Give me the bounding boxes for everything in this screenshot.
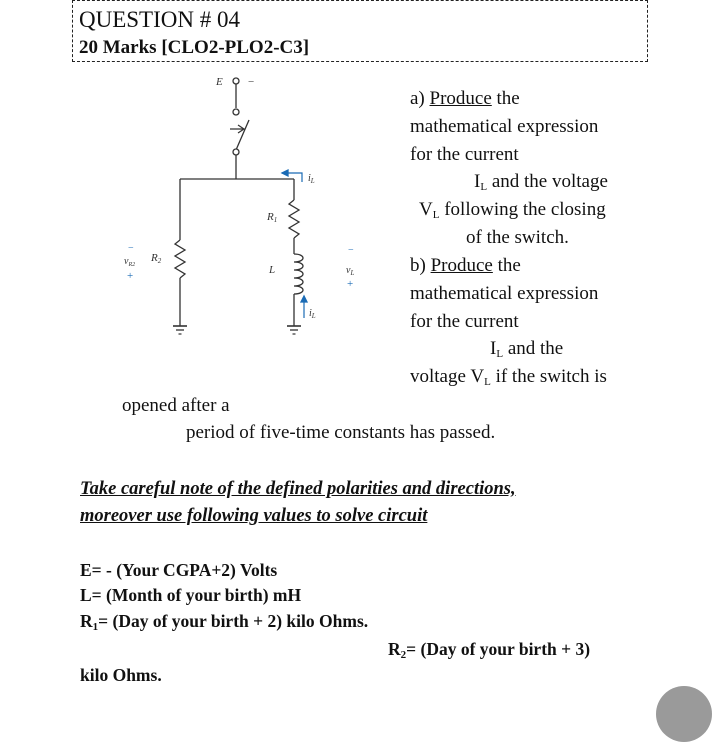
svg-text:−: −: [348, 245, 354, 256]
value-l: L= (Month of your birth) mH: [80, 585, 302, 605]
source-label: E: [216, 76, 223, 88]
part-b-line-5: voltage $V_L$ if the switch is: [410, 366, 607, 388]
part-b-line-2: mathematical expression: [410, 283, 599, 304]
svg-text:iL: $i_L$: [309, 308, 316, 320]
inductor: [294, 254, 303, 294]
question-title: QUESTION # 04: [79, 7, 240, 32]
svg-text:−: −: [128, 243, 134, 254]
question-header: [72, 0, 648, 62]
part-b-line-1: b) Produce the: [410, 255, 521, 276]
question-marks: 20 Marks [CLO2-PLO2-C3]: [79, 37, 310, 58]
source-minus: −: [248, 76, 255, 88]
vl-label: $v_L$: [346, 265, 355, 277]
part-a-line-5: $V_L$ following the closing: [419, 199, 606, 221]
value-r2: $R_2= (Day$ of your birth + 3): [388, 639, 591, 661]
part-b-line-3: for the current: [410, 311, 519, 332]
part-a-line-1: a) Produce the: [410, 88, 520, 109]
switch-arrow: [230, 125, 244, 133]
note-line-1: Take careful note of the defined polarities and directions,: [80, 479, 516, 499]
svg-text:iL: $i_L$: [308, 173, 315, 185]
value-r2-unit: kilo Ohms.: [80, 665, 162, 685]
part-b-line-7: period of five-time constants has passed.: [186, 422, 496, 443]
part-b-line-4: $I_L$ and the: [490, 338, 564, 360]
value-r1: $R_1= (Day$ of your birth + 2) kilo Ohms.: [80, 611, 369, 633]
switch-blade: [236, 120, 249, 150]
r1-resistor: [289, 200, 299, 238]
svg-text:+: +: [347, 278, 354, 290]
r2-label: R2: [151, 252, 162, 265]
l-label: L: [269, 264, 276, 276]
r1-label: R1: [267, 211, 278, 224]
circuit-diagram: [118, 68, 368, 348]
svg-text:+: +: [127, 270, 134, 282]
note-line-2: moreover use following values to solve circuit: [80, 506, 428, 526]
part-a-line-4: $I_L$ and the voltage: [474, 171, 608, 193]
part-a-line-2: mathematical expression: [410, 116, 599, 137]
r2-resistor: [175, 240, 185, 278]
part-b-line-6: opened after a: [122, 395, 230, 416]
source-terminal: [233, 78, 239, 84]
value-e: E= - (Your CGPA+2) Volts: [80, 560, 278, 580]
part-a-line-6: of the switch.: [466, 227, 569, 248]
part-a-line-3: for the current: [410, 144, 519, 165]
vr2-label: $v_{R2}$: [124, 256, 136, 268]
floating-action-button[interactable]: [656, 686, 712, 742]
